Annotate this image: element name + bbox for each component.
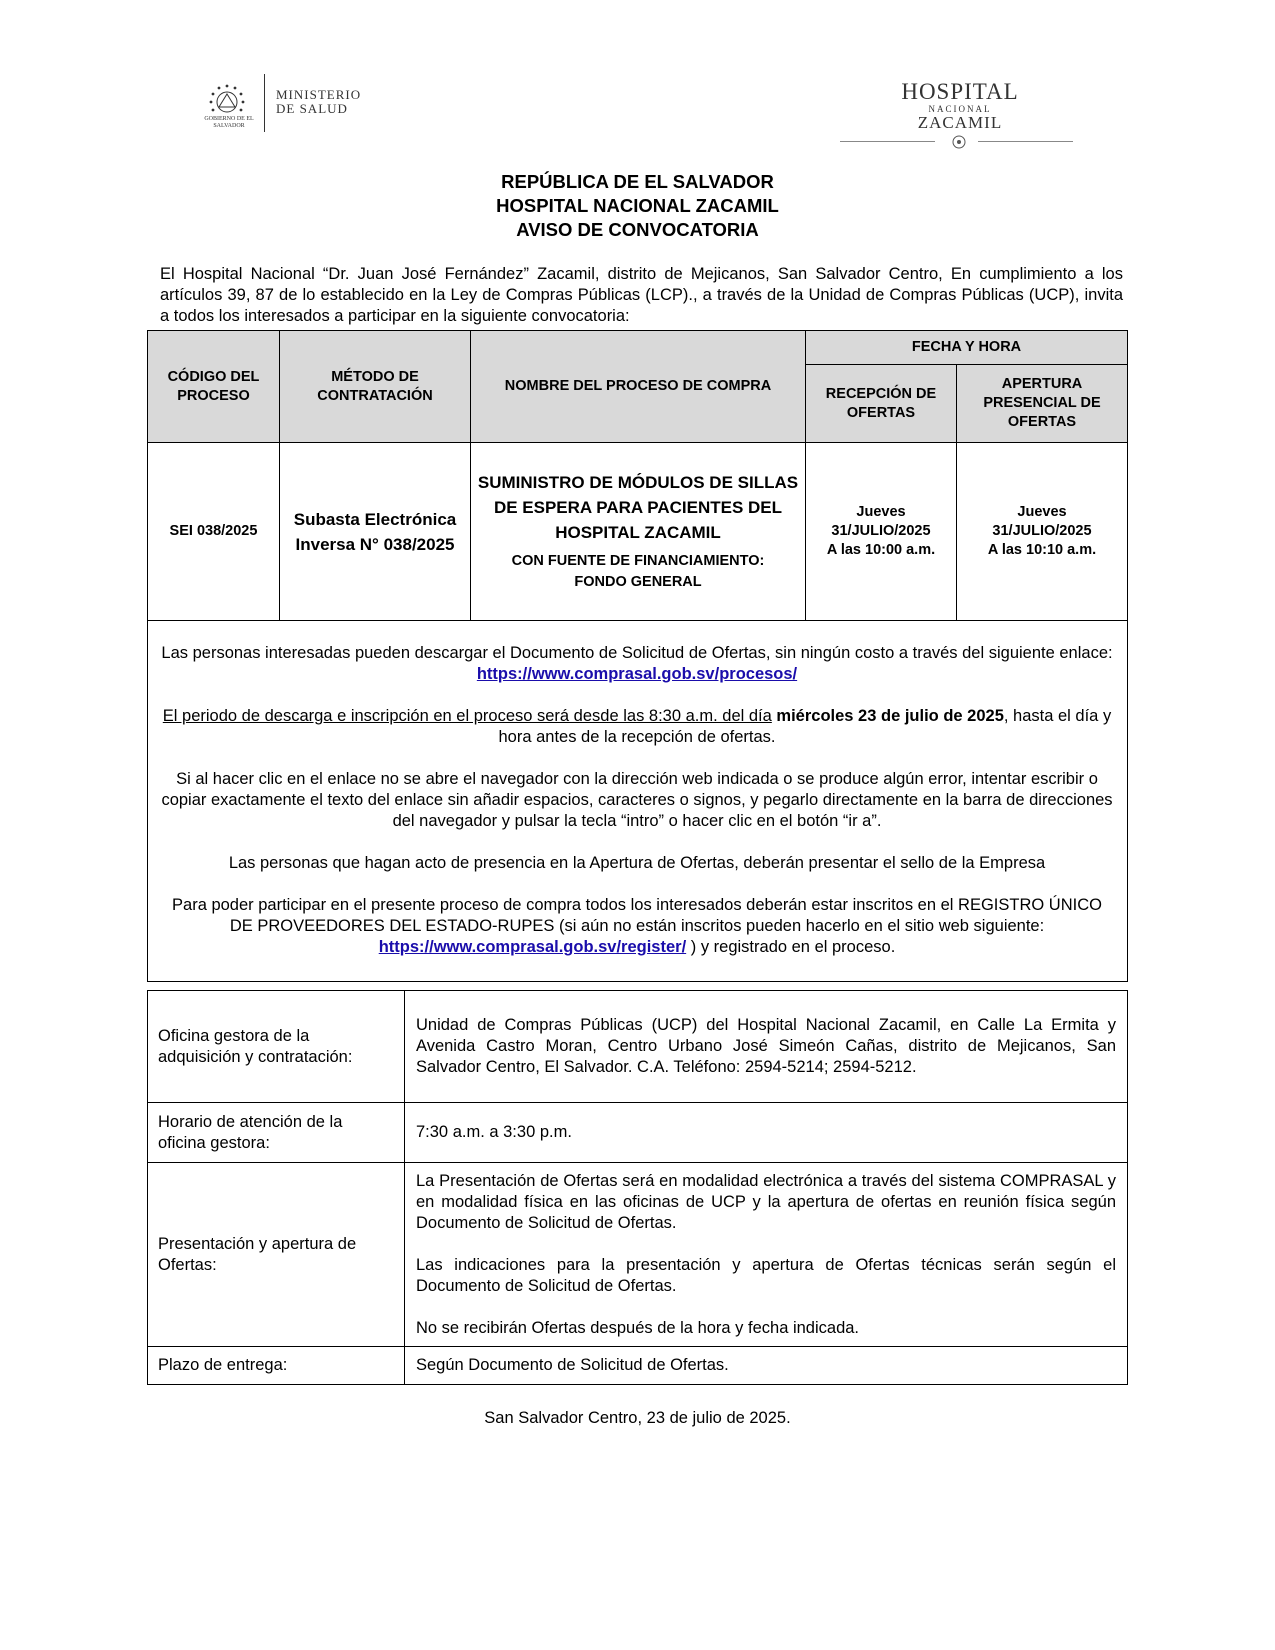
register-link[interactable]: https://www.comprasal.gob.sv/register/	[378, 938, 687, 956]
detail-value-text: La Presentación de Ofertas será en modalidad electrónica a través del sistema COMPRASAL y en modalidad física en las oficinas de UCP y la apertura de ofertas en reunión física según Documento de Solicitud de Ofertas.	[416, 1171, 1116, 1232]
intro-paragraph: El Hospital Nacional “Dr. Juan José Fernández” Zacamil, distrito de Mejicanos, San Salvador Centro, En cumplimiento a los artículos 39, 87 de lo establecido en la Ley de Compras Públicas (LCP)., a través de la Unidad de Compras Públicas (UCP), invita a todos los interesados a participar en la siguiente convocatoria:	[160, 265, 1123, 325]
hospital-zacamil-logo	[820, 80, 1100, 158]
apertura-dia: Jueves	[1017, 504, 1067, 520]
title-aviso: AVISO DE CONVOCATORIA	[516, 219, 759, 240]
recepcion-dia: Jueves	[856, 504, 906, 520]
small-seal-icon	[950, 133, 968, 151]
detail-label-plazo: Plazo de entrega:	[148, 1347, 405, 1385]
document-titles	[0, 170, 1275, 242]
detail-value-text: Las indicaciones para la presentación y apertura de Ofertas técnicas serán según el Documento de Solicitud de Ofertas.	[416, 1255, 1116, 1295]
header-nombre: NOMBRE DEL PROCESO DE COMPRA	[471, 331, 806, 443]
procesos-link[interactable]: https://www.comprasal.gob.sv/procesos/	[476, 665, 798, 683]
info-download-text: Las personas interesadas pueden descargar el Documento de Solicitud de Ofertas, sin ningún costo a través del siguiente enlace:	[161, 644, 1113, 662]
recepcion-fecha: 31/JULIO/2025	[831, 523, 931, 539]
info-box	[148, 621, 1128, 982]
info-link-help: Si al hacer clic en el enlace no se abre el navegador con la dirección web indicada o se produce algún error, intentar escribir o copiar exactamente el texto del enlace sin añadir espacios, caracteres o signos, y pegarlo directamente en la barra de direcciones del navegador y pulsar la tecla “intro” o hacer clic en el botón “ir a”.	[161, 770, 1113, 830]
header-metodo: MÉTODO DE CONTRATACIÓN	[280, 331, 471, 443]
financing-label: CON FUENTE DE FINANCIAMIENTO:	[511, 553, 765, 569]
cell-codigo: SEI 038/2025	[148, 443, 280, 621]
header-apertura: APERTURA PRESENCIAL DE OFERTAS	[957, 365, 1128, 443]
info-rupes-rest: ) y registrado en el proceso.	[686, 938, 896, 956]
ministry-line-1: MINISTERIO	[276, 87, 362, 102]
detail-value-text: No se recibirán Ofertas después de la hora y fecha indicada.	[416, 1318, 860, 1337]
logo-divider	[264, 74, 265, 132]
detail-value-text: Según Documento de Solicitud de Ofertas.	[416, 1356, 729, 1374]
table-row	[148, 1347, 1128, 1385]
info-period-rest: , hasta el día y hora antes de la recepción de ofertas.	[498, 707, 1112, 746]
table-row	[148, 1103, 1128, 1163]
logo-rule-left	[840, 141, 935, 142]
cell-nombre	[471, 443, 806, 621]
header-fecha-hora: FECHA Y HORA	[806, 331, 1128, 365]
process-name: SUMINISTRO DE MÓDULOS DE SILLAS DE ESPERA PARA PACIENTES DEL HOSPITAL ZACAMIL	[477, 473, 799, 542]
title-hospital: HOSPITAL NACIONAL ZACAMIL	[496, 195, 779, 216]
logo-rule-right	[978, 141, 1073, 142]
info-period-underlined: El periodo de descarga e inscripción en el proceso será desde las 8:30 a.m. del día	[162, 707, 772, 725]
financing-value: FONDO GENERAL	[574, 574, 702, 590]
logo-hospital-text: HOSPITAL	[901, 79, 1019, 104]
detail-label-oficina: Oficina gestora de la adquisición y contratación:	[148, 991, 405, 1103]
detail-value-text: 7:30 a.m. a 3:30 p.m.	[416, 1123, 572, 1141]
info-period	[159, 706, 1115, 748]
header-recepcion: RECEPCIÓN DE OFERTAS	[806, 365, 957, 443]
title-republica: REPÚBLICA DE EL SALVADOR	[501, 171, 774, 192]
detail-value-presentacion	[405, 1163, 1128, 1347]
process-table	[147, 330, 1128, 982]
detail-value-horario	[405, 1103, 1128, 1163]
ministerio-salud-logo	[202, 72, 377, 134]
closing-date: San Salvador Centro, 23 de julio de 2025.	[484, 1409, 791, 1427]
table-row	[148, 991, 1128, 1103]
detail-value-oficina	[405, 991, 1128, 1103]
detail-label-presentacion: Presentación y apertura de Ofertas:	[148, 1163, 405, 1347]
table-row	[148, 1163, 1128, 1347]
info-seal-requirement: Las personas que hagan acto de presencia en la Apertura de Ofertas, deberán presentar el sello de la Empresa	[228, 854, 1046, 872]
info-period-date: miércoles 23 de julio de 2025	[776, 707, 1004, 725]
info-rupes	[159, 895, 1115, 958]
seal-caption: GOBIERNO DE EL SALVADOR	[204, 116, 254, 129]
financing-source	[477, 551, 799, 593]
info-rupes-text: Para poder participar en el presente proceso de compra todos los interesados deberán estar inscritos en el REGISTRO ÚNICO DE PROVEEDORES DEL ESTADO-RUPES (si aún no están inscritos pueden hacerlo en el sitio web siguiente:	[172, 896, 1102, 935]
detail-label-horario: Horario de atención de la oficina gestora:	[148, 1103, 405, 1163]
ministry-name	[276, 88, 361, 116]
recepcion-hora: A las 10:00 a.m.	[826, 542, 936, 558]
logo-nacional-text: NACIONAL	[928, 104, 992, 114]
cell-apertura	[957, 443, 1128, 621]
detail-value-text: Unidad de Compras Públicas (UCP) del Hospital Nacional Zacamil, en Calle La Ermita y Avenida Castro Moran, Centro Urbano José Simeón Cañas, distrito de Mejicanos, San Salvador Centro, El Salvador. C.A. Teléfono: 2594-5214; 2594-5212.	[416, 1016, 1116, 1076]
detail-value-plazo	[405, 1347, 1128, 1385]
apertura-fecha: 31/JULIO/2025	[992, 523, 1092, 539]
logo-zacamil-text: ZACAMIL	[917, 113, 1003, 132]
cell-recepcion	[806, 443, 957, 621]
cell-metodo: Subasta Electrónica Inversa N° 038/2025	[280, 443, 471, 621]
info-download	[159, 643, 1115, 685]
ministry-line-2: DE SALUD	[276, 101, 348, 116]
header-codigo: CÓDIGO DEL PROCESO	[148, 331, 280, 443]
details-table	[147, 990, 1128, 1385]
apertura-hora: A las 10:10 a.m.	[987, 542, 1097, 558]
